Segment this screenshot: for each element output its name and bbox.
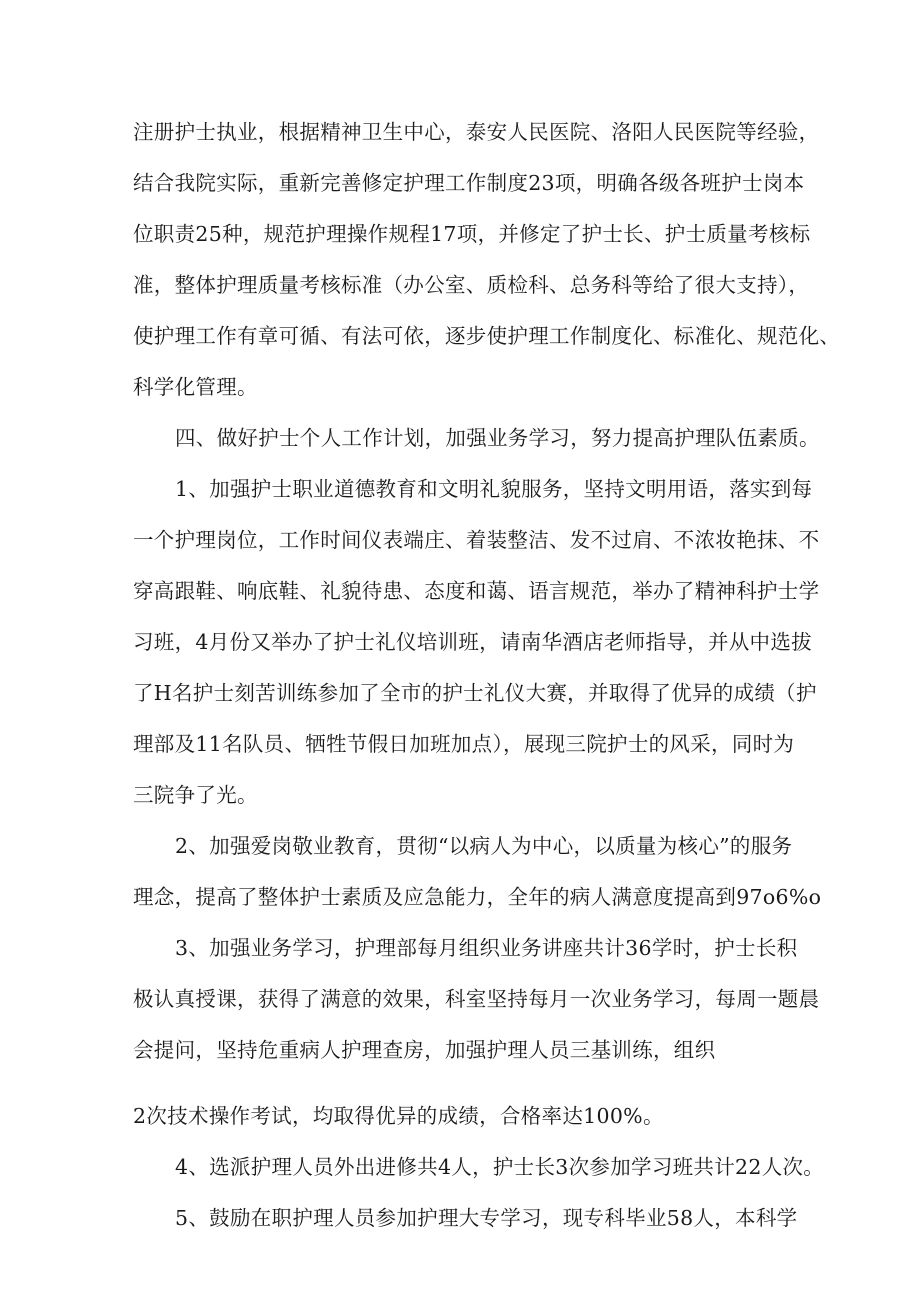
text-line-10-content: 穿高跟鞋、响底鞋、礼貌待患、态度和蔼、语言规范，举办了精神科护士学: [133, 579, 820, 603]
text-line-13-content: 理部及11名队员、牺牲节假日加班加点），展现三院护士的风采，同时为: [133, 732, 795, 756]
text-line-19-content: 会提问，坚持危重病人护理查房，加强护理人员三基训练，组织: [133, 1038, 716, 1062]
text-line-5-content: 使护理工作有章可循、有法可依，逐步使护理工作制度化、标准化、规范化、: [133, 324, 841, 348]
text-line-14-content: 三院争了光。: [133, 783, 258, 807]
text-line-22-content: 5、鼓励在职护理人员参加护理大专学习，现专科毕业58人，本科学: [175, 1206, 798, 1230]
text-line-18-content: 极认真授课，获得了满意的效果，科室坚持每月一次业务学习，每周一题晨: [133, 987, 820, 1011]
text-line-6-content: 科学化管理。: [133, 375, 258, 399]
text-line-7-content: 四、做好护士个人工作计划，加强业务学习，努力提高护理队伍素质。: [175, 426, 820, 450]
text-line-9-content: 一个护理岗位，工作时间仪表端庄、着装整洁、发不过肩、不浓妆艳抹、不: [133, 528, 820, 552]
text-line-3-content: 位职责25种，规范护理操作规程17项，并修定了护士长、护士质量考核标: [133, 222, 811, 246]
text-line-4-content: 准，整体护理质量考核标准（办公室、质检科、总务科等给了很大支持），: [133, 273, 810, 297]
text-line-11-content: 习班，4月份又举办了护士礼仪培训班，请南华酒店老师指导，并从中选拔: [133, 630, 812, 654]
text-line-8-content: 1、加强护士职业道德教育和文明礼貌服务，坚持文明用语，落实到每: [175, 477, 813, 501]
text-line-16-content: 理念，提高了整体护士素质及应急能力，全年的病人满意度提高到97o6%o: [133, 885, 822, 909]
text-line-15-content: 2、加强爱岗敬业教育，贯彻“以病人为中心，以质量为核心”的服务: [175, 834, 793, 858]
text-line-20-content: 2次技术操作考试，均取得优异的成绩，合格率达100%。: [133, 1104, 664, 1128]
text-line-1-content: 注册护士执业，根据精神卫生中心，泰安人民医院、洛阳人民医院等经验，: [133, 120, 820, 144]
text-line-2-content: 结合我院实际，重新完善修定护理工作制度23项，明确各级各班护士岗本: [133, 171, 805, 195]
text-line-12-content: 了H名护士刻苦训练参加了全市的护士礼仪大赛，并取得了优异的成绩（护: [133, 681, 817, 705]
text-line-17-content: 3、加强业务学习，护理部每月组织业务讲座共计36学时，护士长积: [175, 936, 798, 960]
text-line-21-content: 4、选派护理人员外出进修共4人，护士长3次参加学习班共计22人次。: [175, 1155, 825, 1179]
